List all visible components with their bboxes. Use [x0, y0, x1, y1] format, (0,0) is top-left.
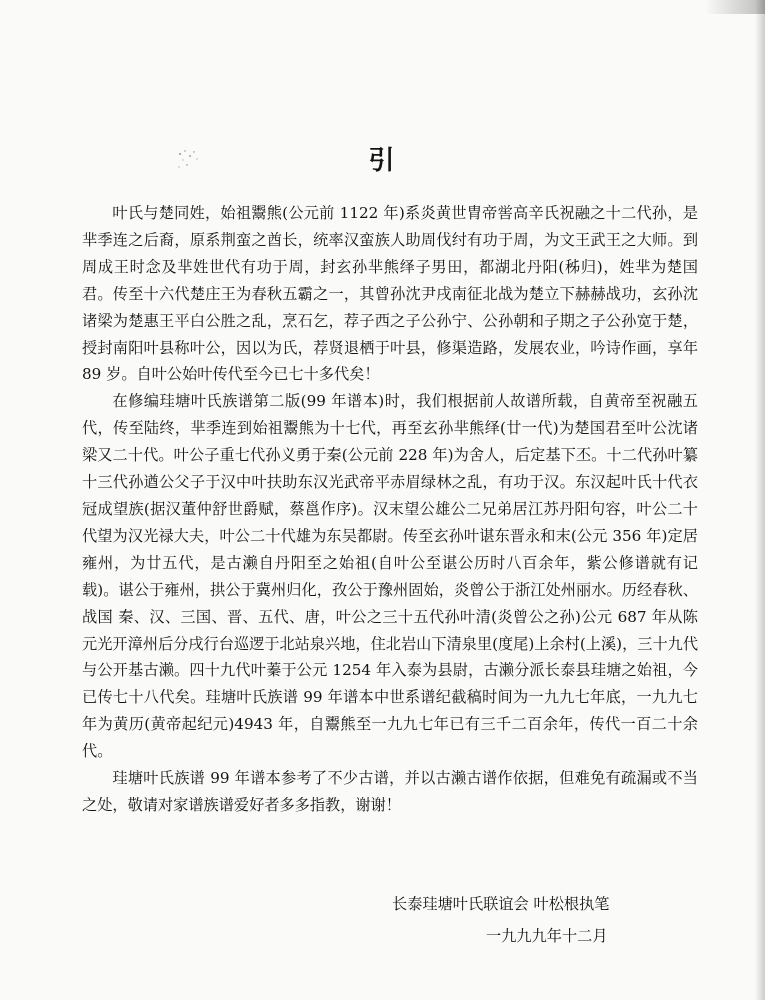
- paragraph-closing: 珪塘叶氏族谱 99 年谱本参考了不少古谱，并以古濑古谱作依据，但难免有疏漏或不当之处，敬请对家谱族谱爱好者多多指教，谢谢！: [82, 769, 698, 814]
- paragraph-origin: 叶氏与楚同姓，始祖鬻熊(公元前 1122 年)系炎黄世胄帝喾高辛氏祝融之十二代孙，是芈季连之后裔，原系荆蛮之酋长，统率汉蛮族人助周伐纣有功于周，为文王武王之大师。到周成王时念及芈姓世代有功于周，封玄孙芈熊绎子男田，都湖北丹阳(秭归)，姓芈为楚国君。传至十六代楚庄王为春秋五霸之一，其曾孙沈尹戌南征北战为楚立下赫赫战功，玄孙沈诸梁为楚惠王平白公胜之乱，烹石乞，荐子西之子公孙宁、公孙朝和子期之子公孙宽于楚，授封南阳叶县称叶公，因以为氏，荐贤退栖于叶县，修渠造路，发展农业，吟诗作画，享年 89 岁。自叶公始叶传代至今已七十多代矣！: [82, 204, 698, 384]
- signature-date: 一九九九年十二月: [486, 927, 608, 945]
- preface-body: [82, 200, 698, 819]
- signature-line: 长泰珪塘叶氏联谊会 叶松根执笔: [392, 895, 610, 913]
- page-title: 引: [368, 146, 397, 176]
- paragraph-lineage: 在修编珪塘叶氏族谱第二版(99 年谱本)时，我们根据前人故谱所载，自黄帝至祝融五代，传至陆终，芈季连到始祖鬻熊为十七代，再至玄孙芈熊绎(廿一代)为楚国君至叶公沈诸梁又二十代。叶公子重七代孙义勇于秦(公元前 228 年)为舍人，后定基下丕。十二代孙叶纂十三代孙遒公父子于汉中叶扶助东汉光武帝平赤眉绿林之乱，有功于汉。东汉起叶氏十代衣冠成望族(据汉董仲舒世爵赋，蔡邕作序)。汉末望公雄公二兄弟居江苏丹阳句容，叶公二十代望为汉光禄大夫，叶公二十代雄为东吴都尉。传至玄孙叶谌东晋永和末(公元 356 年)定居雍州，为廿五代，是古濑自丹阳至之始祖(自叶公至谌公历时八百余年，紫公修谱就有记载)。谌公于雍州，拱公于冀州归化，孜公于豫州固始，炎曾公于浙江处州丽水。历经春秋、战国 秦、汉、三国、晋、五代、唐，叶公之三十五代孙叶清(炎曾公之孙)公元 687 年从陈元光开漳州后分戌行台巡逻于北站泉兴地，住北岩山下清泉里(度尾)上余村(上溪)，三十九代与公开基古濑。四十九代叶蓁于公元 1254 年入泰为县尉，古濑分派长泰县珪塘之始祖，今已传七十八代矣。珪塘叶氏族谱 99 年谱本中世系谱纪截稿时间为一九九七年底，一九九七年为黄历(黄帝起纪元)4943 年，自鬻熊至一九九七年已有三千二百余年，传代一百二十余代。: [82, 392, 699, 761]
